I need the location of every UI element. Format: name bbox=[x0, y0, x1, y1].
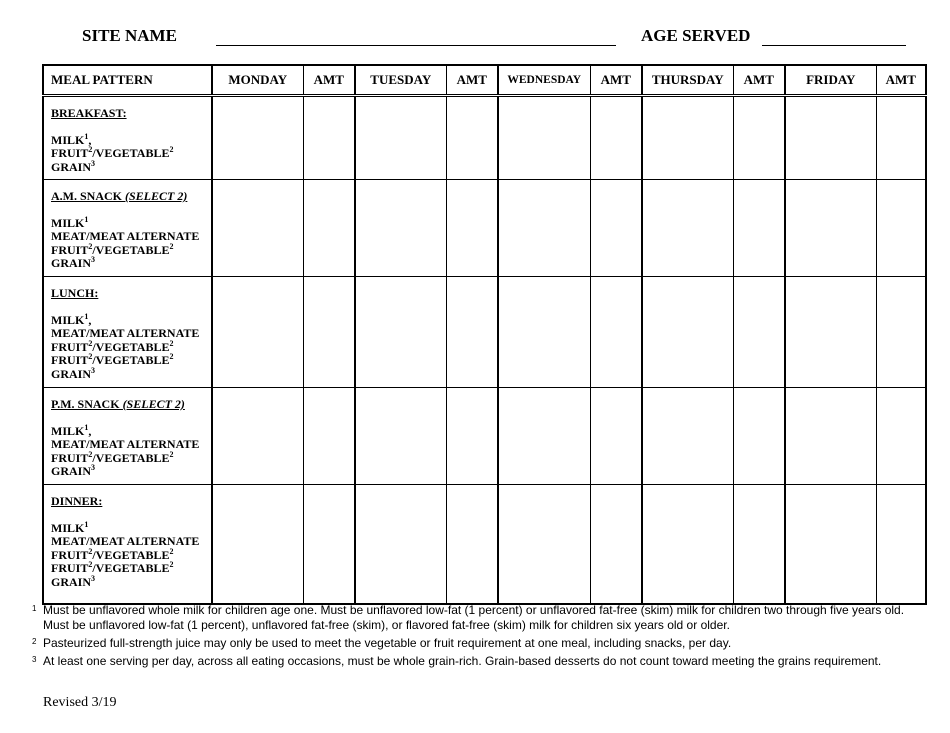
menu-table bbox=[42, 64, 927, 605]
footnotes bbox=[32, 603, 932, 672]
menu-entry-cell[interactable] bbox=[642, 180, 733, 277]
meal-title: LUNCH: bbox=[51, 286, 99, 300]
meal-component: MILK$^1$, bbox=[51, 422, 92, 438]
meal-pattern-cell bbox=[43, 485, 212, 604]
amount-cell[interactable] bbox=[590, 180, 642, 277]
amount-cell[interactable] bbox=[303, 180, 355, 277]
column-header-wednesday: WEDNESDAY bbox=[498, 65, 590, 96]
meal-component: FRUIT$^2$/VEGETABLE$^2$ bbox=[51, 241, 174, 257]
amount-cell[interactable] bbox=[733, 277, 785, 388]
site-name-field[interactable] bbox=[216, 45, 616, 46]
menu-entry-cell[interactable] bbox=[498, 485, 590, 604]
amount-cell[interactable] bbox=[733, 180, 785, 277]
meal-component: GRAIN$^3$ bbox=[51, 158, 96, 174]
meal-component: GRAIN$^3$ bbox=[51, 573, 96, 589]
amount-cell[interactable] bbox=[876, 180, 926, 277]
amount-cell[interactable] bbox=[303, 96, 355, 180]
column-header-amt: AMT bbox=[590, 65, 642, 96]
amount-cell[interactable] bbox=[590, 485, 642, 604]
age-served-label: AGE SERVED bbox=[641, 26, 751, 45]
age-served-field[interactable] bbox=[762, 45, 906, 46]
footnote: 1 Must be unflavored whole milk for children age one. Must be unflavored low-fat (1 percent) or unflavored fat-free (skim) milk for children two through five years old. Must be unflavored low-fat (1 percent), unflavored fat-free (skim), or flavored fat-free (skim) milk for children six years old or older. bbox=[32, 603, 905, 632]
meal-pattern-cell bbox=[43, 388, 212, 485]
meal-pattern-cell bbox=[43, 277, 212, 388]
amount-cell[interactable] bbox=[446, 96, 498, 180]
menu-entry-cell[interactable] bbox=[212, 388, 303, 485]
meal-row bbox=[43, 96, 926, 180]
column-header-tuesday: TUESDAY bbox=[355, 65, 446, 96]
menu-entry-cell[interactable] bbox=[212, 277, 303, 388]
menu-entry-cell[interactable] bbox=[498, 180, 590, 277]
column-header-amt: AMT bbox=[446, 65, 498, 96]
menu-entry-cell[interactable] bbox=[785, 485, 876, 604]
column-header-thursday: THURSDAY bbox=[642, 65, 733, 96]
meal-component: FRUIT$^2$/VEGETABLE$^2$ bbox=[51, 338, 174, 354]
meal-title: BREAKFAST: bbox=[51, 106, 127, 120]
site-name-label: SITE NAME bbox=[82, 26, 177, 45]
column-header-monday: MONDAY bbox=[212, 65, 303, 96]
meal-component: FRUIT$^2$/VEGETABLE$^2$ bbox=[51, 546, 174, 562]
menu-entry-cell[interactable] bbox=[642, 96, 733, 180]
menu-entry-cell[interactable] bbox=[498, 388, 590, 485]
meal-row bbox=[43, 180, 926, 277]
amount-cell[interactable] bbox=[446, 388, 498, 485]
column-header-meal-pattern: MEAL PATTERN bbox=[43, 65, 212, 96]
footnote: 2 Pasteurized full-strength juice may only be used to meet the vegetable or fruit requirement at one meal, including snacks, per day. bbox=[32, 636, 732, 650]
meal-component: MILK$^1$, bbox=[51, 131, 92, 147]
table-header-row bbox=[43, 65, 926, 96]
amount-cell[interactable] bbox=[590, 96, 642, 180]
menu-entry-cell[interactable] bbox=[212, 180, 303, 277]
revised-date: Revised 3/19 bbox=[43, 695, 117, 710]
meal-component: MILK$^1$ bbox=[51, 214, 89, 230]
amount-cell[interactable] bbox=[590, 388, 642, 485]
menu-entry-cell[interactable] bbox=[355, 180, 446, 277]
menu-entry-cell[interactable] bbox=[355, 277, 446, 388]
menu-entry-cell[interactable] bbox=[355, 485, 446, 604]
meal-component: MILK$^1$ bbox=[51, 519, 89, 535]
meal-component: FRUIT$^2$/VEGETABLE$^2$ bbox=[51, 560, 174, 576]
footnote: 3 At least one serving per day, across all eating occasions, must be whole grain-rich. Grain-based desserts do not count toward meeting the grains requirement. bbox=[32, 654, 882, 668]
meal-component: MEAT/MEAT ALTERNATE bbox=[51, 534, 200, 549]
menu-entry-cell[interactable] bbox=[785, 96, 876, 180]
menu-entry-cell[interactable] bbox=[785, 277, 876, 388]
menu-entry-cell[interactable] bbox=[498, 277, 590, 388]
meal-row bbox=[43, 277, 926, 388]
meal-component: MEAT/MEAT ALTERNATE bbox=[51, 437, 200, 452]
meal-pattern-cell bbox=[43, 180, 212, 277]
menu-entry-cell[interactable] bbox=[642, 388, 733, 485]
meal-component: FRUIT$^2$/VEGETABLE$^2$ bbox=[51, 449, 174, 465]
amount-cell[interactable] bbox=[876, 96, 926, 180]
menu-entry-cell[interactable] bbox=[785, 388, 876, 485]
meal-title: A.M. SNACK (SELECT 2) bbox=[51, 189, 188, 203]
menu-entry-cell[interactable] bbox=[642, 485, 733, 604]
meal-title: DINNER: bbox=[51, 494, 103, 508]
amount-cell[interactable] bbox=[733, 388, 785, 485]
amount-cell[interactable] bbox=[446, 485, 498, 604]
amount-cell[interactable] bbox=[303, 388, 355, 485]
meal-pattern-cell bbox=[43, 96, 212, 180]
menu-entry-cell[interactable] bbox=[355, 388, 446, 485]
column-header-friday: FRIDAY bbox=[785, 65, 876, 96]
amount-cell[interactable] bbox=[590, 277, 642, 388]
amount-cell[interactable] bbox=[733, 485, 785, 604]
column-header-amt: AMT bbox=[733, 65, 785, 96]
menu-entry-cell[interactable] bbox=[355, 96, 446, 180]
amount-cell[interactable] bbox=[446, 180, 498, 277]
meal-component: FRUIT$^2$/VEGETABLE$^2$ bbox=[51, 145, 174, 161]
amount-cell[interactable] bbox=[303, 277, 355, 388]
meal-component: GRAIN$^3$ bbox=[51, 255, 96, 271]
meal-component: MILK$^1$, bbox=[51, 311, 92, 327]
amount-cell[interactable] bbox=[303, 485, 355, 604]
amount-cell[interactable] bbox=[876, 388, 926, 485]
menu-entry-cell[interactable] bbox=[212, 96, 303, 180]
column-header-amt: AMT bbox=[303, 65, 355, 96]
menu-entry-cell[interactable] bbox=[498, 96, 590, 180]
meal-component: MEAT/MEAT ALTERNATE bbox=[51, 229, 200, 244]
meal-row bbox=[43, 388, 926, 485]
meal-title: P.M. SNACK (SELECT 2) bbox=[51, 397, 185, 411]
column-header-amt: AMT bbox=[876, 65, 926, 96]
amount-cell[interactable] bbox=[876, 485, 926, 604]
menu-entry-cell[interactable] bbox=[642, 277, 733, 388]
meal-component: GRAIN$^3$ bbox=[51, 365, 96, 381]
meal-component: GRAIN$^3$ bbox=[51, 463, 96, 479]
form-header bbox=[0, 26, 950, 50]
amount-cell[interactable] bbox=[876, 277, 926, 388]
amount-cell[interactable] bbox=[446, 277, 498, 388]
menu-entry-cell[interactable] bbox=[212, 485, 303, 604]
meal-component: MEAT/MEAT ALTERNATE bbox=[51, 326, 200, 341]
meal-row bbox=[43, 485, 926, 604]
menu-entry-cell[interactable] bbox=[785, 180, 876, 277]
amount-cell[interactable] bbox=[733, 96, 785, 180]
meal-component: FRUIT$^2$/VEGETABLE$^2$ bbox=[51, 352, 174, 368]
